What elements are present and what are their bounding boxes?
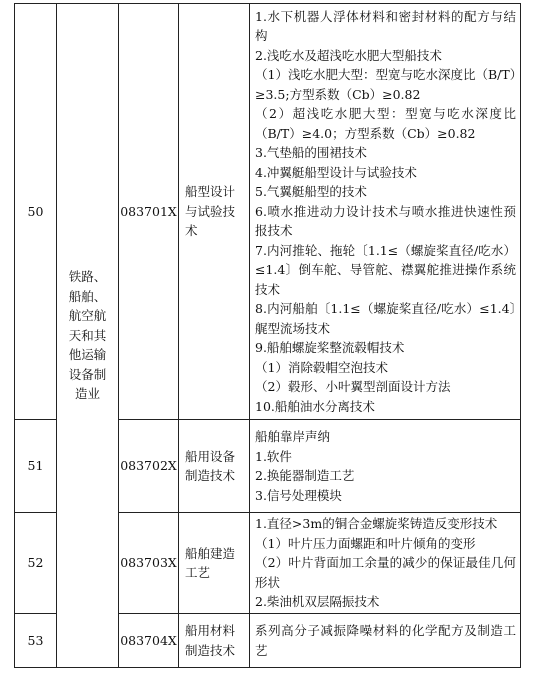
content-line: （2）超浅吃水肥大型：型宽与吃水深度比（B/T）≥4.0；方型系数（Cb）≥0.82 xyxy=(255,106,516,141)
content-line: 8.内河船舶〔1.1≤（螺旋桨直径/吃水）≤1.4〕艉型流场技术 xyxy=(255,301,516,336)
tech-name: 船用材料制造技术 xyxy=(179,614,250,668)
content-line: 3.气垫船的围裙技术 xyxy=(255,145,367,161)
content-line: 1.软件 xyxy=(255,448,292,464)
tech-content xyxy=(250,614,521,668)
tech-name: 船型设计与试验技术 xyxy=(179,4,250,420)
content-line: 7.内河推轮、拖轮〔1.1≤（螺旋桨直径/吃水）≤1.4〕倒车舵、导管舵、襟翼舵推进操作系统技术 xyxy=(255,242,516,297)
content-line: 5.气翼艇船型的技术 xyxy=(255,184,367,200)
content-line: 船舶靠岸声纳 xyxy=(255,429,331,444)
content-line: （2）叶片背面加工余量的减少的保证最佳几何形状 xyxy=(255,555,516,590)
row-number: 52 xyxy=(15,513,57,614)
content-line: 10.船舶油水分离技术 xyxy=(255,398,375,414)
content-line: 2.浅吃水及超浅吃水肥大型船技术 xyxy=(255,47,442,63)
row-number: 53 xyxy=(15,614,57,668)
tech-content xyxy=(250,420,521,513)
tech-content xyxy=(250,513,521,614)
tech-code: 083704X xyxy=(119,614,179,668)
content-line: （1）叶片压力面螺距和叶片倾角的变形 xyxy=(255,535,476,551)
content-line: 2.柴油机双层隔振技术 xyxy=(255,594,380,610)
content-line: 4.冲翼艇船型设计与试验技术 xyxy=(255,164,417,180)
content-line: 6.喷水推进动力设计技术与喷水推进快速性预报技术 xyxy=(255,203,516,239)
technology-table xyxy=(14,3,521,668)
content-line: 1.水下机器人浮体材料和密封材料的配方与结构 xyxy=(255,8,516,44)
content-line: 1.直径>3m的铜合金螺旋桨铸造反变形技术 xyxy=(255,516,498,532)
content-line: （1）消除毂帽空泡技术 xyxy=(255,359,388,375)
row-number: 51 xyxy=(15,420,57,513)
content-line: 9.船舶螺旋桨整流毂帽技术 xyxy=(255,340,405,356)
tech-content xyxy=(250,4,521,420)
tech-name: 船舶建造工艺 xyxy=(179,513,250,614)
industry-category: 铁路、船舶、航空航天和其他运输设备制造业 xyxy=(57,4,119,668)
content-line: 3.信号处理模块 xyxy=(255,487,342,503)
tech-code: 083701X xyxy=(119,4,179,420)
content-line: （1）浅吃水肥大型：型宽与吃水深度比（B/T）≥3.5;方型系数（Cb）≥0.82 xyxy=(255,67,516,102)
table-row xyxy=(15,4,521,420)
content-line: 2.换能器制造工艺 xyxy=(255,468,355,483)
row-number: 50 xyxy=(15,4,57,420)
content-line: （2）毂形、小叶翼型剖面设计方法 xyxy=(255,379,451,395)
content-line: 系列高分子减振降噪材料的化学配方及制造工艺 xyxy=(255,623,516,658)
tech-code: 083702X xyxy=(119,420,179,513)
tech-name: 船用设备制造技术 xyxy=(179,420,250,513)
tech-code: 083703X xyxy=(119,513,179,614)
